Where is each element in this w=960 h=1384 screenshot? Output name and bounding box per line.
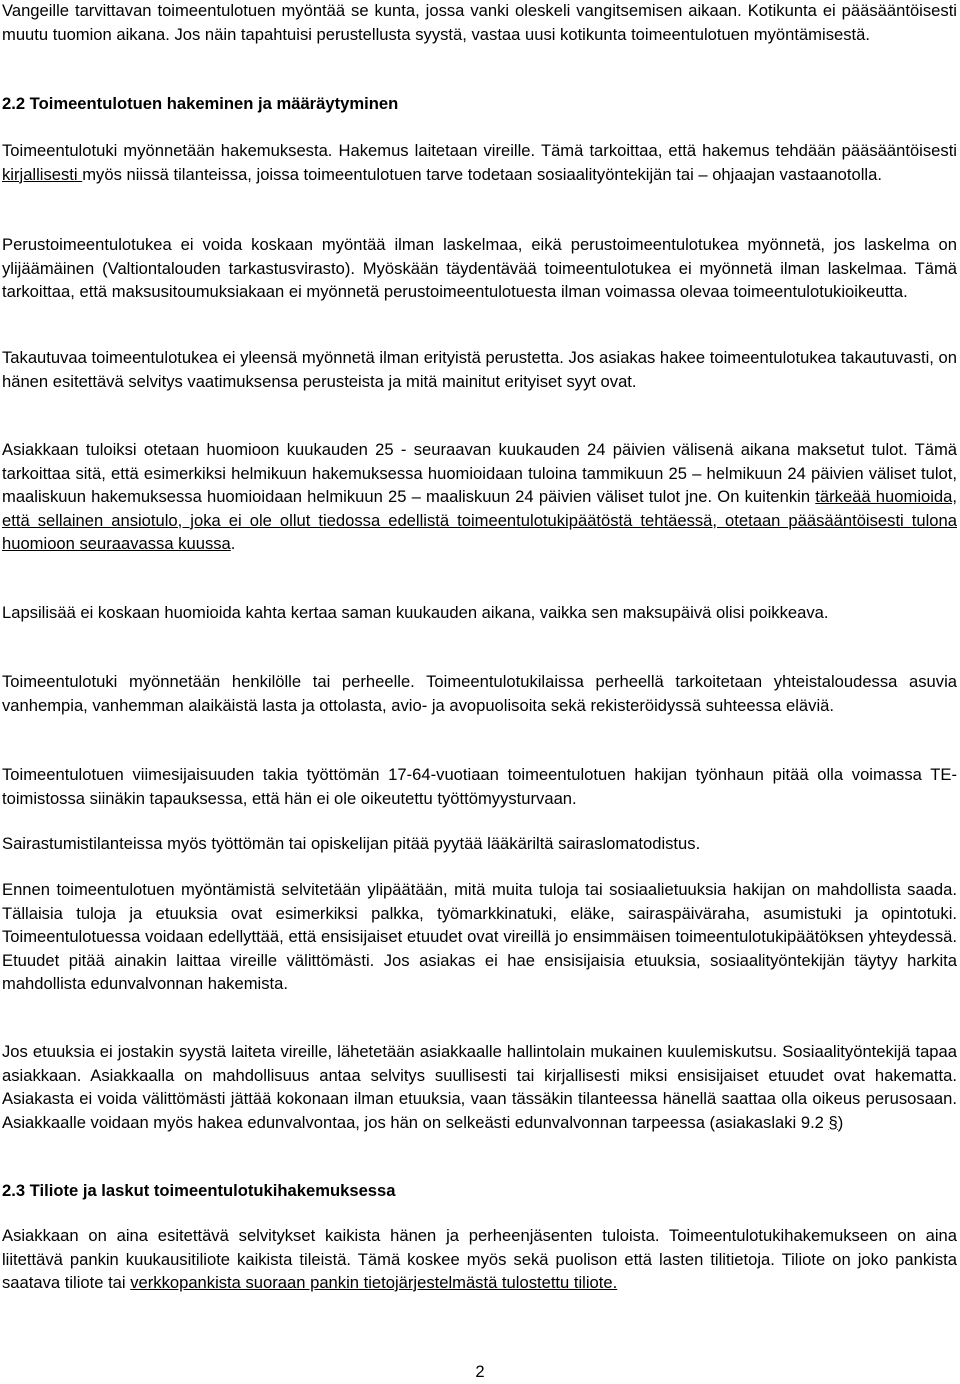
text-segment: Jos etuuksia ei jostakin syystä laiteta vireille, lähetetään asiakkaalle hallintolain mukainen kuulemiskutsu. Sosiaalityöntekijä tapaa asiakkaan. Asiakkaalla on mahdollisuus antaa selvitys suullisesti tai kirjallisesti miksi ensisijaiset etuudet ovat hakematta. Asiakasta ei voida välittömästi jättää kokonaan ilman etuuksia, vaan tässäkin tilanteessa hänellä saattaa olla oikeus perusosaan. Asiakkaalle voidaan myös hakea edunvalvontaa, jos hän on selkeästi edunvalvonnan tarpeessa (asiakaslaki 9.2 bbox=[2, 1042, 957, 1132]
section-heading-2-2: 2.2 Toimeentulotuen hakeminen ja määräytyminen bbox=[2, 94, 399, 113]
underlined-text: verkkopankista suoraan pankin tietojärjestelmästä tulostettu tiliote. bbox=[130, 1273, 618, 1292]
paragraph-job-search: Toimeentulotuen viimesijaisuuden takia työttömän 17-64-vuotiaan toimeentulotuen hakijan työnhaun pitää olla voimassa TE-toimistossa siinäkin tapauksessa, että hän ei ole oikeutettu työttömyysturvaan. bbox=[2, 765, 957, 808]
paragraph-retroactive: Takautuvaa toimeentulotukea ei yleensä myönnetä ilman erityistä perustetta. Jos asiakas hakee toimeentulotukea takautuvasti, on hänen esitettävä selvitys vaatimuksensa perusteista ja mitä mainitut erityiset syyt ovat. bbox=[2, 348, 957, 391]
text-segment: myös niissä tilanteissa, joissa toimeentulotuen tarve todetaan sosiaalityöntekijän tai – ohjaajan vastaanotolla. bbox=[82, 164, 882, 184]
paragraph-sick-leave: Sairastumistilanteissa myös työttömän tai opiskelijan pitää pyytää lääkäriltä sairaslomatodistus. bbox=[2, 834, 701, 853]
text-segment: Toimeentulotuki myönnetään hakemuksesta. Hakemus laitetaan vireille. Tämä tarkoittaa, että hakemus tehdään pääsääntöisesti bbox=[2, 141, 957, 160]
page-number: 2 bbox=[475, 1362, 485, 1381]
paragraph-income-period bbox=[2, 438, 957, 556]
paragraph-child-benefit: Lapsilisää ei koskaan huomioida kahta kertaa saman kuukauden aikana, vaikka sen maksupäivä olisi poikkeava. bbox=[2, 603, 829, 622]
paragraph-application bbox=[2, 139, 957, 186]
text-segment: ) bbox=[837, 1112, 844, 1132]
underlined-text: tärkeää huomioida, että sellainen ansiotulo, joka ei ole ollut tiedossa edellistä toimeentulotukipäätöstä tehtäessä, otetaan pääsääntöisesti tulona huomioon seuraavassa kuussa bbox=[2, 487, 957, 553]
text-segment: Asiakkaan tuloiksi otetaan huomioon kuukauden 25 - seuraavan kuukauden 24 päivien välisenä aikana maksetut tulot. Tämä tarkoittaa sitä, että esimerkiksi helmikuun hakemuksessa huomioidaan tuloina tammikuun 25 – helmikuun 24 päivien väliset tulot, maaliskuun hakemuksessa huomioidaan helmikuun 25 – maaliskuun 24 päivien väliset tulot jne. On kuitenkin bbox=[2, 440, 957, 506]
paragraph-primary-benefits: Ennen toimeentulotuen myöntämistä selvitetään ylipäätään, mitä muita tuloja tai sosiaalietuuksia hakijan on mahdollista saada. Tällaisia tuloja ja etuuksia ovat esimerkiksi palkka, työmarkkinatuki, eläke, sairaspäiväraha, asumistuki ja opintotuki. Toimeentulotuessa voidaan edellyttää, että ensisijaiset etuudet ovat vireillä jo ensimmäisen toimeentulotukipäätöksen yhteydessä. Etuudet pitää ainakin laittaa vireille välittömästi. Jos asiakas ei hae ensisijaisia etuuksia, sosiaalityöntekijän täytyy harkita mahdollista edunvalvonnan hakemista. bbox=[2, 880, 957, 993]
section-heading-2-3: 2.3 Tiliote ja laskut toimeentulotukihakemuksessa bbox=[2, 1181, 396, 1200]
underlined-text: § bbox=[828, 1112, 838, 1132]
paragraph-calculation: Perustoimeentulotukea ei voida koskaan myöntää ilman laskelmaa, eikä perustoimeentulotukea myönnetä, jos laskelma on ylijäämäinen (Valtiontalouden tarkastusvirasto). Myöskään täydentävää toimeentulotukea ei myönnetä ilman laskelmaa. Tämä tarkoittaa, että maksusitoumuksiakaan ei myönnetä perustoimeentulotuesta ilman voimassa olevaa toimeentulotukioikeutta. bbox=[2, 235, 957, 301]
text-segment: Asiakkaan on aina esitettävä selvitykset kaikista hänen ja perheenjäsenten tuloista. Toimeentulotukihakemukseen on aina liitettävä pankin kuukausitiliote kaikista tileistä. Tämä koskee myös sekä puolison että lasten tilitietoja. Tiliote on joko pankista saatava tiliote tai bbox=[2, 1226, 957, 1292]
paragraph-hearing bbox=[2, 1040, 957, 1134]
text-segment: . bbox=[230, 534, 236, 553]
paragraph-bank-statement bbox=[2, 1224, 957, 1295]
paragraph-family: Toimeentulotuki myönnetään henkilölle tai perheelle. Toimeentulotukilaissa perheellä tarkoitetaan yhteistaloudessa asuvia vanhempia, vanhemman alaikäistä lasta ja ottolasta, avio- ja avopuolisoita sekä rekisteröidyssä suhteessa eläviä. bbox=[2, 672, 957, 715]
paragraph-intro: Vangeille tarvittavan toimeentulotuen myöntää se kunta, jossa vanki oleskeli vangitsemisen aikaan. Kotikunta ei pääsääntöisesti muutu tuomion aikana. Jos näin tapahtuisi perustellusta syystä, vastaa uusi kotikunta toimeentulotuen myöntämisestä. bbox=[2, 1, 957, 44]
underlined-text: kirjallisesti bbox=[2, 164, 83, 184]
